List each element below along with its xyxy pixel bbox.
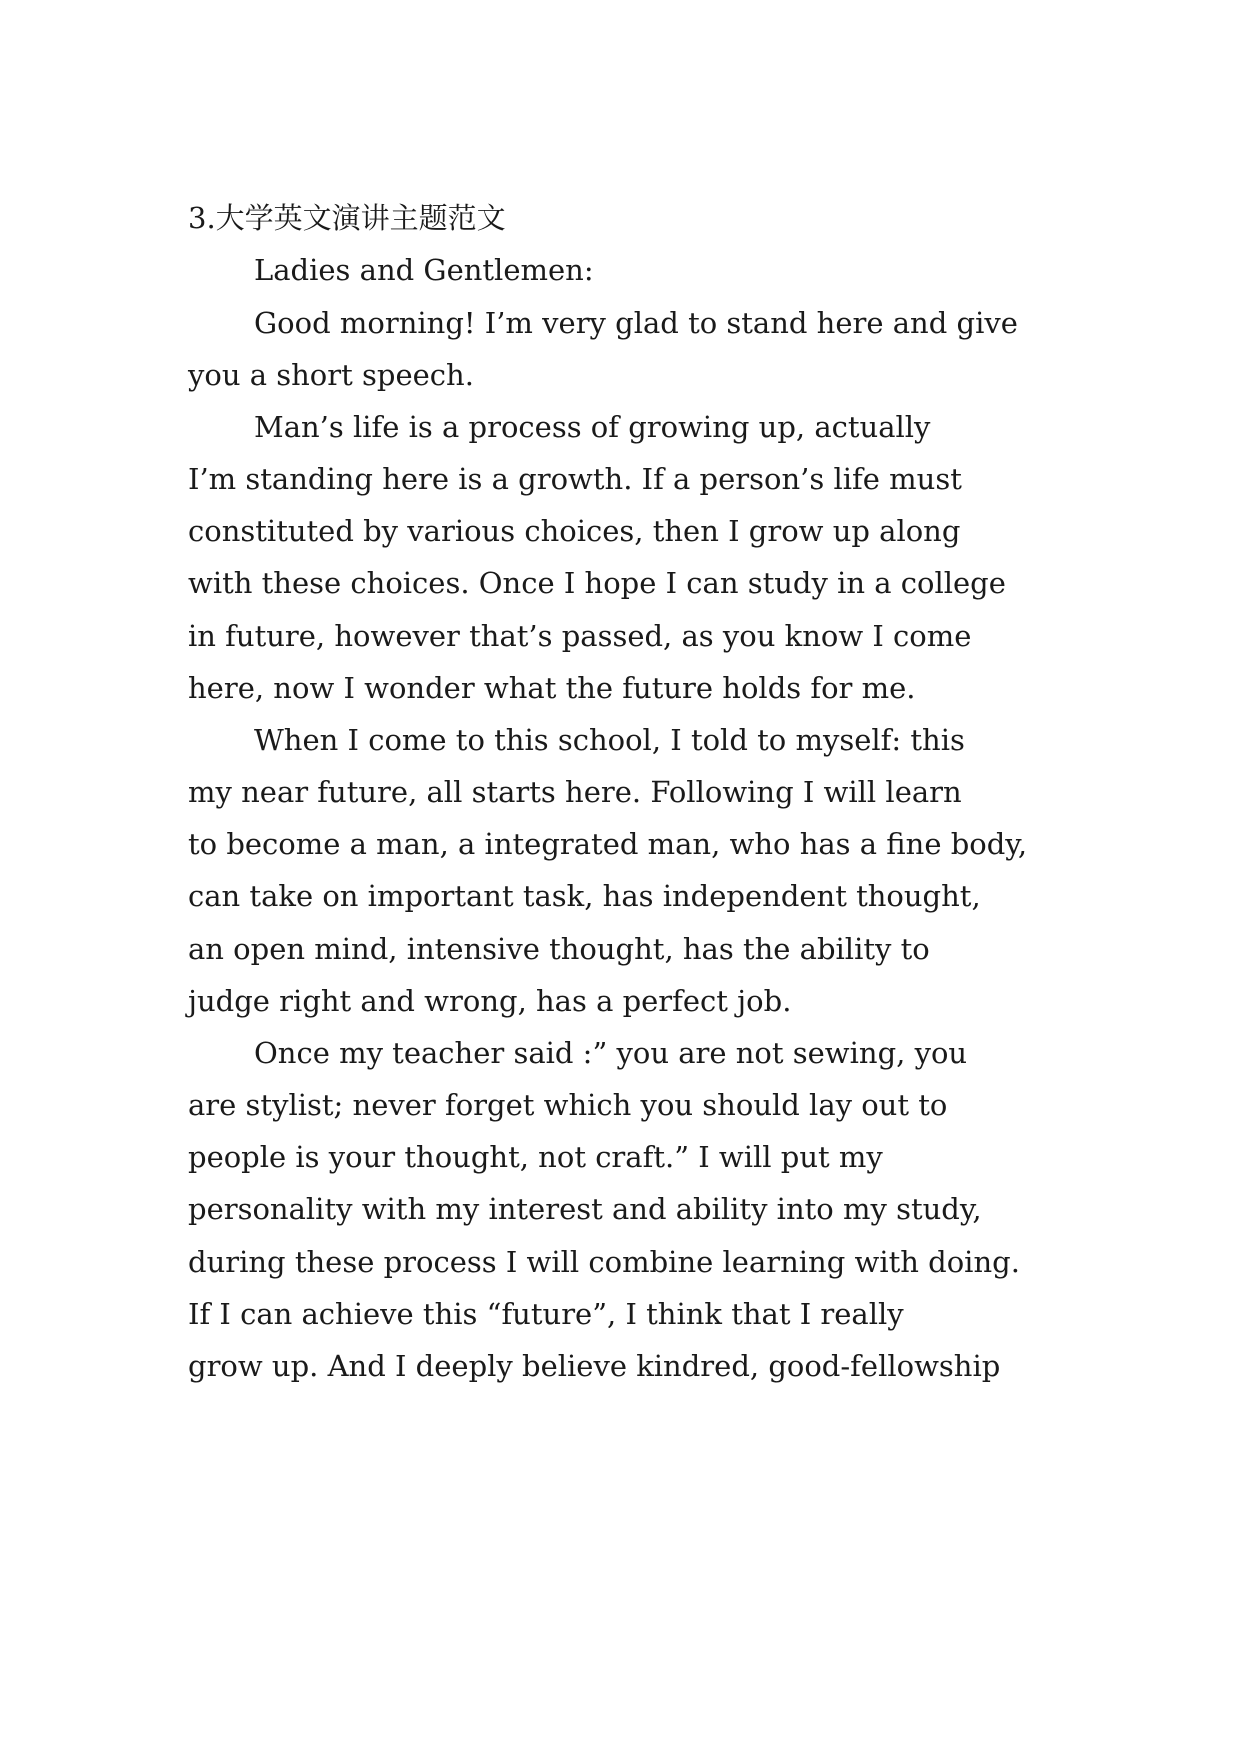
paragraph-line: my near future, all starts here. Following I will learn — [188, 775, 962, 809]
salutation: Ladies and Gentlemen: — [254, 253, 594, 287]
paragraph-line: during these process I will combine learning with doing. — [188, 1245, 1020, 1279]
paragraph-line: constituted by various choices, then I grow up along — [188, 514, 961, 548]
paragraph-line: judge right and wrong, has a perfect job. — [188, 984, 792, 1018]
paragraph-line: I’m standing here is a growth. If a person’s life must — [188, 462, 962, 496]
paragraph-line: to become a man, a integrated man, who has a fine body, — [188, 827, 1028, 861]
paragraph-line: are stylist; never forget which you should lay out to — [188, 1088, 948, 1122]
paragraph-line: personality with my interest and ability into my study, — [188, 1192, 982, 1226]
paragraph-line: with these choices. Once I hope I can study in a college — [188, 566, 1006, 600]
paragraph-line: Good morning! I’m very glad to stand here and give — [254, 306, 1018, 340]
paragraph-line: can take on important task, has independent thought, — [188, 879, 981, 913]
paragraph-line: Man’s life is a process of growing up, actually — [254, 410, 931, 444]
section-heading: 3.大学英文演讲主题范文 — [188, 201, 506, 235]
paragraph-line: When I come to this school, I told to myself: this — [254, 723, 965, 757]
paragraph-line: people is your thought, not craft.” I will put my — [188, 1140, 883, 1174]
paragraph-line: If I can achieve this “future”, I think that I really — [188, 1297, 904, 1331]
paragraph-line: here, now I wonder what the future holds for me. — [188, 671, 916, 705]
paragraph-line: Once my teacher said :” you are not sewing, you — [254, 1036, 968, 1070]
paragraph-line: you a short speech. — [188, 358, 474, 392]
paragraph-line: an open mind, intensive thought, has the ability to — [188, 932, 930, 966]
paragraph-line: grow up. And I deeply believe kindred, good-fellowship — [188, 1349, 1001, 1383]
paragraph-line: in future, however that’s passed, as you know I come — [188, 619, 972, 653]
